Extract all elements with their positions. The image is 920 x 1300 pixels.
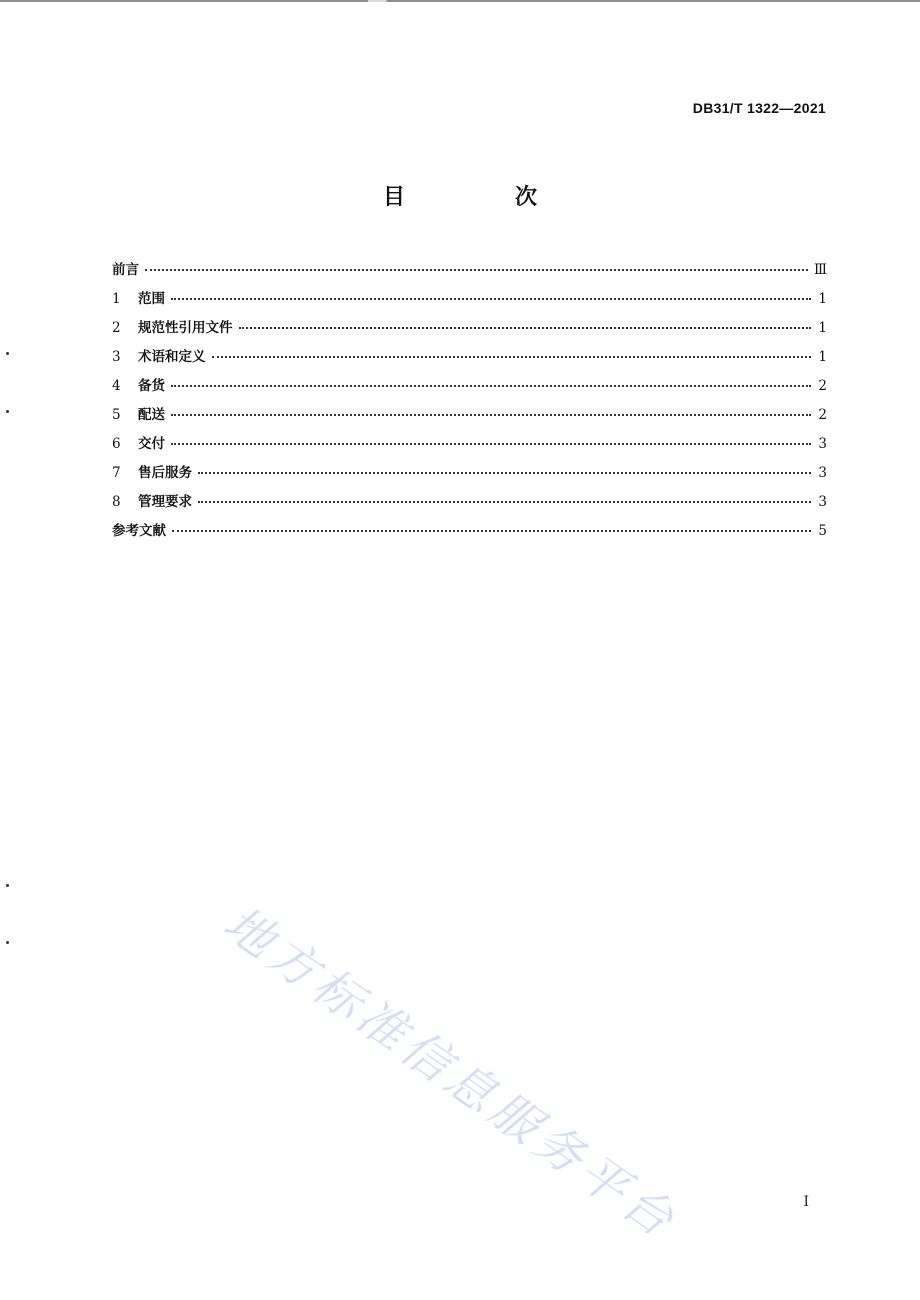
toc-dot-leader [198, 472, 811, 474]
toc-entry-terms-definitions[interactable] [112, 345, 827, 374]
toc-entry-stocking[interactable] [112, 374, 827, 403]
toc-entry-bibliography[interactable] [112, 519, 827, 548]
page-number: I [803, 1194, 809, 1210]
toc-entry-number: 1 [112, 291, 121, 307]
toc-entry-label: 交付 [138, 436, 165, 452]
toc-dot-leader [171, 385, 811, 387]
scan-speck [6, 941, 9, 944]
toc-entry-normative-references[interactable] [112, 316, 827, 345]
scan-speck [6, 884, 9, 887]
toc-entry-foreword[interactable] [112, 258, 827, 287]
toc-title: 目 次 [382, 185, 581, 210]
toc-entry-label: 管理要求 [138, 494, 192, 510]
toc-entry-label: 范围 [138, 291, 165, 307]
toc-dot-leader [212, 356, 812, 358]
toc-entry-label: 前言 [112, 262, 139, 278]
toc-entry-number: 7 [112, 465, 121, 481]
toc-dot-leader [171, 414, 811, 416]
toc-entry-after-sales[interactable] [112, 461, 827, 490]
toc-entry-label: 术语和定义 [138, 349, 206, 365]
toc-entry-number: 4 [112, 378, 121, 394]
toc-entry-number: 6 [112, 436, 121, 452]
toc-entry-label: 参考文献 [112, 523, 166, 539]
toc-entry-page: 3 [818, 465, 827, 481]
toc-entry-label: 备货 [138, 378, 165, 394]
toc-entry-page: 3 [818, 494, 827, 510]
scan-speck [6, 410, 9, 413]
toc-dot-leader [239, 327, 812, 329]
toc-entry-number: 5 [112, 407, 121, 423]
watermark: 地方标准信息服务平台 [213, 895, 688, 1251]
toc-entry-number: 3 [112, 349, 121, 365]
toc-entry-page: Ⅲ [813, 262, 827, 278]
toc-dot-leader [171, 298, 811, 300]
top-edge-rule [0, 0, 920, 2]
toc-entry-number: 2 [112, 320, 121, 336]
toc-dot-leader [172, 530, 811, 532]
toc-entry-page: 5 [818, 523, 827, 539]
toc-entry-page: 1 [818, 291, 827, 307]
toc-entry-management[interactable] [112, 490, 827, 519]
toc-entry-page: 2 [818, 407, 827, 423]
toc-entry-page: 2 [818, 378, 827, 394]
toc-dot-leader [145, 269, 808, 271]
toc-entry-scope[interactable] [112, 287, 827, 316]
toc-entry-handover[interactable] [112, 432, 827, 461]
toc-entry-delivery[interactable] [112, 403, 827, 432]
toc-entry-number: 8 [112, 494, 121, 510]
toc-entry-page: 3 [818, 436, 827, 452]
toc-dot-leader [171, 443, 811, 445]
toc-entry-label: 规范性引用文件 [138, 320, 233, 336]
scan-speck [6, 352, 9, 355]
toc-entry-label: 配送 [138, 407, 165, 423]
toc-entry-page: 1 [818, 320, 827, 336]
toc-entry-label: 售后服务 [138, 465, 192, 481]
toc-dot-leader [198, 501, 811, 503]
standard-code: DB31/T 1322—2021 [692, 100, 826, 116]
toc-entry-page: 1 [818, 349, 827, 365]
table-of-contents [112, 258, 827, 548]
